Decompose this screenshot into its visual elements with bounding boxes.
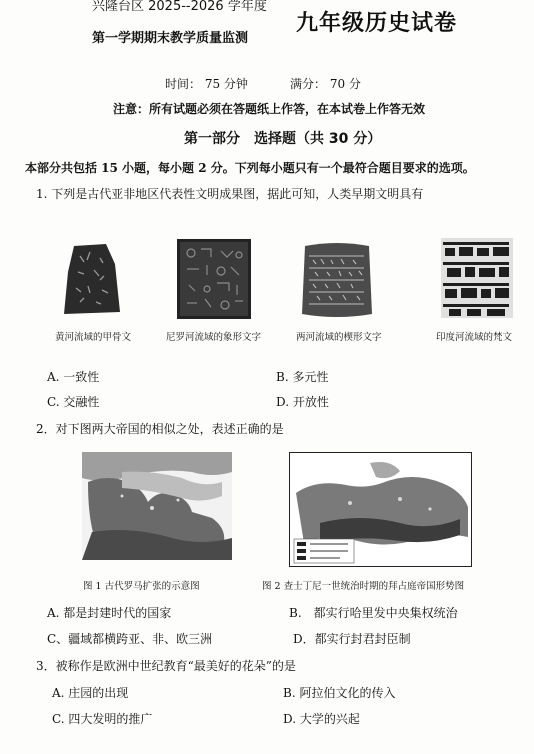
page-title: 九年级历史试卷 [296, 11, 458, 36]
byzantine-empire-map [289, 452, 472, 567]
question-3-stem: 3．被称作是欧洲中世纪教育“最美好的花朵”的是 [36, 659, 296, 673]
score-value: 70 分 [329, 77, 361, 91]
q2-option-b: B. 都实行哈里发中央集权统治 [289, 606, 458, 620]
q2-option-c: C、疆域都横跨亚、非、欧三洲 [47, 632, 213, 646]
q1-option-b: B. 多元性 [276, 370, 329, 384]
q1-option-a: A. 一致性 [47, 370, 100, 384]
time-value: 75 分钟 [204, 77, 248, 91]
oracle-bone-image [60, 242, 122, 316]
q2-option-a: A. 都是封建时代的国家 [47, 606, 172, 620]
q3-option-a: A. 庄园的出现 [52, 686, 129, 700]
hieroglyph-image [177, 239, 251, 319]
q2-option-d: D．都实行封君封臣制 [293, 632, 411, 646]
caption-sanskrit: 印度河流域的梵文 [436, 332, 513, 343]
q1-option-d: D. 开放性 [276, 395, 329, 409]
score-label: 满分： [290, 77, 327, 91]
caption-cuneiform: 两河流域的楔形文字 [296, 332, 382, 343]
caption-hieroglyph: 尼罗河流域的象形文字 [166, 332, 262, 343]
caption-byzantine-map: 图 2 查士丁尼一世统治时期的拜占庭帝国形势图 [262, 581, 465, 592]
caption-roman-map: 图 1 古代罗马扩张的示意图 [83, 581, 200, 592]
q3-option-b: B. 阿拉伯文化的传入 [283, 686, 396, 700]
q1-option-c: C. 交融性 [47, 395, 100, 409]
section-title: 第一部分 选择题（共 30 分） [184, 131, 382, 147]
exam-time [165, 75, 248, 92]
section-instructions: 本部分共包括 15 小题，每小题 2 分。下列每小题只有一个最符合题目要求的选项。 [25, 161, 475, 175]
question-2-stem: 2．对下图两大帝国的相似之处，表述正确的是 [36, 422, 284, 436]
cuneiform-image [299, 240, 374, 320]
caption-oracle-bone: 黄河流域的甲骨文 [55, 332, 132, 343]
exam-line: 第一学期期末教学质量监测 [92, 31, 249, 46]
exam-score [290, 75, 361, 92]
sanskrit-image [441, 238, 513, 318]
time-label: 时间： [165, 77, 202, 91]
q3-option-d: D. 大学的兴起 [283, 712, 360, 726]
notice: 注意：所有试题必须在答题纸上作答，在本试卷上作答无效 [113, 102, 426, 116]
district-line: 兴隆台区 2025--2026 学年度 [92, 0, 267, 14]
roman-expansion-map [82, 452, 232, 560]
q3-option-c: C. 四大发明的推广 [52, 712, 153, 726]
question-1-stem: 1. 下列是古代亚非地区代表性文明成果图，据此可知，人类早期文明具有 [36, 187, 424, 201]
